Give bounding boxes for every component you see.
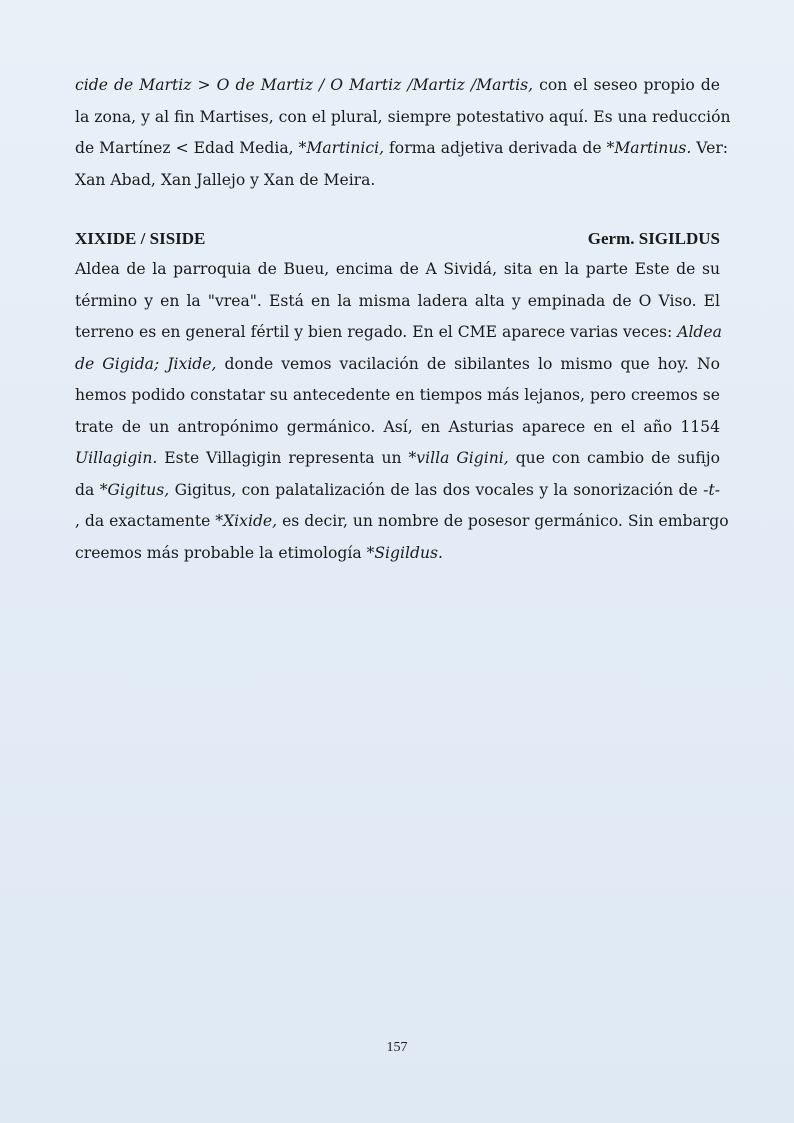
text-line: , da exactamente *Xixide, es decir, un nombre de posesor germánico. Sin embargo (75, 512, 729, 530)
text-line: terreno es en general fértil y bien regado. En el CME aparece varias veces: Aldea (75, 323, 722, 341)
entry-headword: XIXIDE / SISIDE (75, 229, 206, 248)
text-line: Uillagigin. Este Villagigin representa un *villa Gigini, que con cambio de sufijo (75, 449, 720, 467)
entry-heading (75, 224, 720, 254)
page-number: 157 (386, 1040, 408, 1055)
paragraph-xixide-entry (75, 254, 729, 569)
text-line: hemos podido constatar su antecedente en tiempos más lejanos, pero creemos se (75, 386, 720, 404)
text-line: Xan Abad, Xan Jallejo y Xan de Meira. (75, 170, 376, 189)
text-line: creemos más probable la etimología *Sigildus. (75, 543, 443, 562)
document-page (75, 70, 731, 569)
text-line: de Gigida; Jixide, donde vemos vacilación de sibilantes lo mismo que hoy. No (75, 354, 720, 373)
text-line: de Martínez < Edad Media, *Martinici, forma adjetiva derivada de *Martinus. Ver: (75, 139, 729, 157)
entry-etymon: Germ. SIGILDUS (587, 229, 720, 248)
text-line: da *Gigitus, Gigitus, con palatalización de las dos vocales y la sonorización de -t- (75, 480, 720, 499)
paragraph-martiz-continuation (75, 70, 731, 196)
text-line: cide de Martiz > O de Martiz / O Martiz /Martiz /Martis, con el seseo propio de (75, 76, 720, 94)
text-line: Aldea de la parroquia de Bueu, encima de A Sividá, sita en la parte Este de su (75, 260, 720, 278)
text-line: término y en la "vrea". Está en la misma ladera alta y empinada de O Viso. El (75, 291, 720, 310)
text-line: trate de un antropónimo germánico. Así, en Asturias aparece en el año 1154 (75, 417, 720, 436)
text-line: la zona, y al fin Martises, con el plural, siempre potestativo aquí. Es una reducción (75, 107, 731, 126)
